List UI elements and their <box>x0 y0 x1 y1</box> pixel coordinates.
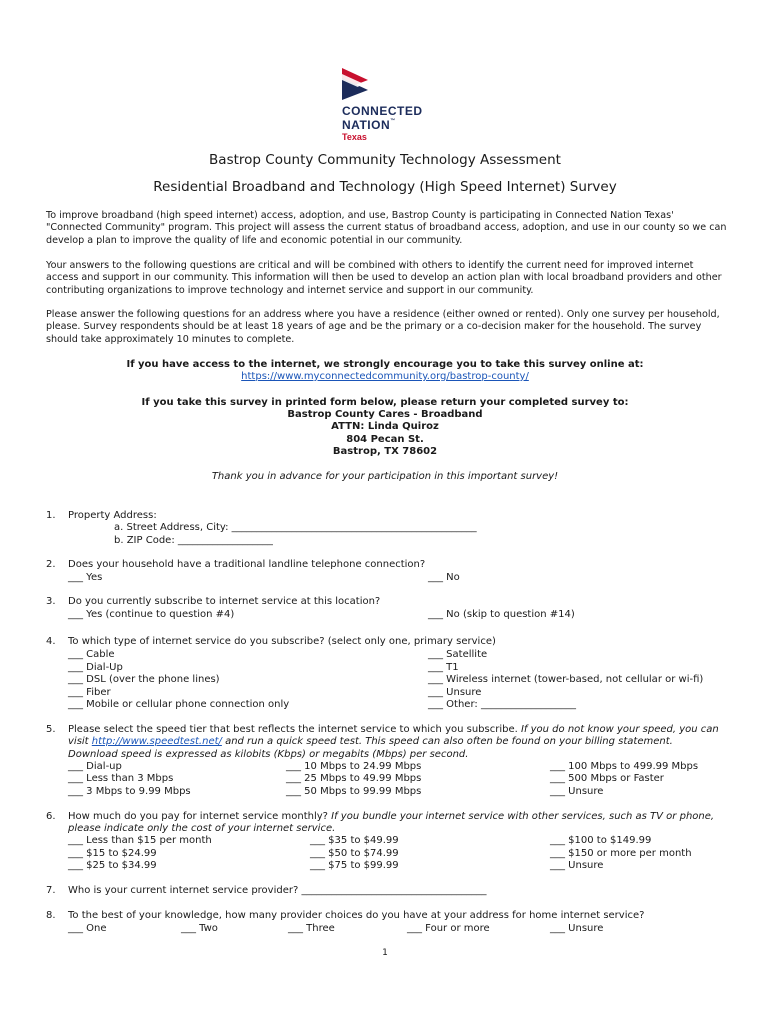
logo-wordmark-line2: NATION™ <box>342 118 396 132</box>
q5-option[interactable]: ___ 3 Mbps to 9.99 Mbps <box>68 786 191 797</box>
q4-option[interactable]: ___ T1 <box>428 662 459 673</box>
q7-number: 7. <box>46 885 56 896</box>
q8-option[interactable]: ___ Unsure <box>550 923 604 934</box>
speedtest-link[interactable]: http://www.speedtest.net/ <box>91 736 222 747</box>
page-subtitle: Residential Broadband and Technology (High Speed Internet) Survey <box>153 179 617 195</box>
q3-text: Do you currently subscribe to internet service at this location? <box>68 596 381 607</box>
survey-url-link[interactable]: https://www.myconnectedcommunity.org/bastrop-county/ <box>241 371 529 382</box>
q6-option[interactable]: ___ Unsure <box>550 860 604 871</box>
q4-number: 4. <box>46 636 56 647</box>
mail-heading: If you take this survey in printed form below, please return your completed survey to: <box>141 397 629 408</box>
q6-option[interactable]: ___ $15 to $24.99 <box>68 848 157 859</box>
q5-option[interactable]: ___ 50 Mbps to 99.99 Mbps <box>286 786 422 797</box>
q4-option[interactable]: ___ Dial-Up <box>68 662 123 673</box>
q1-zip-field[interactable]: b. ZIP Code: ___________________ <box>114 535 273 546</box>
page-number: 1 <box>382 948 388 958</box>
q6-option[interactable]: ___ $25 to $34.99 <box>68 860 157 871</box>
q4-option[interactable]: ___ Satellite <box>428 649 488 660</box>
q1-text: Property Address: <box>68 510 157 521</box>
q8-option[interactable]: ___ Two <box>181 923 218 934</box>
q4-option-other[interactable]: ___ Other: ___________________ <box>428 699 576 710</box>
q8-option[interactable]: ___ Three <box>288 923 335 934</box>
q6-number: 6. <box>46 811 56 822</box>
q4-option[interactable]: ___ Cable <box>68 649 115 660</box>
q5-option[interactable]: ___ Dial-up <box>68 761 122 772</box>
q4-option[interactable]: ___ Unsure <box>428 687 482 698</box>
q5-text-line3: Download speed is expressed as kilobits (Kbps) or megabits (Mbps) per second. <box>68 749 469 760</box>
thank-you-note: Thank you in advance for your participation in this important survey! <box>211 471 559 482</box>
intro-paragraph-3: Please answer the following questions for an address where you have a residence (either owned or rented). Only one survey per household, please. Survey respondents should be at least 18 years of age and be the primary or a co-decision maker for the household. The survey should take approximately 10 minutes to complete. <box>46 309 720 345</box>
q6-option[interactable]: ___ Less than $15 per month <box>68 835 212 846</box>
q5-option[interactable]: ___ 100 Mbps to 499.99 Mbps <box>550 761 699 772</box>
q8-option[interactable]: ___ Four or more <box>407 923 490 934</box>
q6-text-line2: please indicate only the cost of your internet service. <box>68 823 336 834</box>
q4-text: To which type of internet service do you subscribe? (select only one, primary service) <box>68 636 496 647</box>
q2-option-no[interactable]: ___ No <box>428 572 460 583</box>
q6-text: How much do you pay for internet service monthly? If you bundle your internet service with other services, such as TV or phone, <box>68 811 715 822</box>
online-url-wrap <box>0 371 770 384</box>
q3-option-yes[interactable]: ___ Yes (continue to question #4) <box>68 609 235 620</box>
q3-option-no[interactable]: ___ No (skip to question #14) <box>428 609 575 620</box>
mail-line-4: Bastrop, TX 78602 <box>332 446 438 457</box>
q5-text-line2: visit http://www.speedtest.net/ and run a quick speed test. This speed can also often be found on your billing statement. <box>68 736 673 747</box>
q7-provider-field[interactable]: Who is your current internet service provider? _____________________________________ <box>68 885 487 896</box>
page-title: Bastrop County Community Technology Assessment <box>209 152 561 168</box>
q5-option[interactable]: ___ Less than 3 Mbps <box>68 773 174 784</box>
q4-option[interactable]: ___ Wireless internet (tower-based, not cellular or wi-fi) <box>428 674 704 685</box>
flag-chevron-icon <box>342 68 382 104</box>
q4-option[interactable]: ___ DSL (over the phone lines) <box>68 674 220 685</box>
q5-option[interactable]: ___ 10 Mbps to 24.99 Mbps <box>286 761 422 772</box>
q5-option[interactable]: ___ 25 Mbps to 49.99 Mbps <box>286 773 422 784</box>
mail-line-1: Bastrop County Cares - Broadband <box>287 409 483 420</box>
q2-number: 2. <box>46 559 56 570</box>
q6-option[interactable]: ___ $35 to $49.99 <box>310 835 399 846</box>
q3-number: 3. <box>46 596 56 607</box>
q2-option-yes[interactable]: ___ Yes <box>68 572 103 583</box>
q8-option[interactable]: ___ One <box>68 923 107 934</box>
q2-text: Does your household have a traditional landline telephone connection? <box>68 559 426 570</box>
q1-number: 1. <box>46 510 56 521</box>
q4-option[interactable]: ___ Mobile or cellular phone connection only <box>68 699 290 710</box>
q4-option[interactable]: ___ Fiber <box>68 687 111 698</box>
q5-option[interactable]: ___ 500 Mbps or Faster <box>550 773 664 784</box>
online-heading: If you have access to the internet, we strongly encourage you to take this survey online at: <box>126 359 644 370</box>
q6-option[interactable]: ___ $150 or more per month <box>550 848 692 859</box>
mail-line-2: ATTN: Linda Quiroz <box>331 421 439 432</box>
q6-option[interactable]: ___ $75 to $99.99 <box>310 860 399 871</box>
q8-text: To the best of your knowledge, how many provider choices do you have at your address for home internet service? <box>68 910 645 921</box>
q1-street-address-field[interactable]: a. Street Address, City: _________________________________________________ <box>114 522 477 533</box>
q5-number: 5. <box>46 724 56 735</box>
logo-wordmark-line1: CONNECTED <box>342 104 423 118</box>
q6-option[interactable]: ___ $50 to $74.99 <box>310 848 399 859</box>
q6-option[interactable]: ___ $100 to $149.99 <box>550 835 652 846</box>
logo-wordmark-state: Texas <box>342 132 367 142</box>
intro-paragraph-2: Your answers to the following questions are critical and will be combined with others to identify the current need for improved internet access and support in our community. This information will then be used to develop an action plan with local broadband providers and other contributing organizations to improve technology and internet service and support in our community. <box>46 260 722 296</box>
q5-option[interactable]: ___ Unsure <box>550 786 604 797</box>
q8-number: 8. <box>46 910 56 921</box>
q5-text: Please select the speed tier that best reflects the internet service to which you subscribe. If you do not know your speed, you can <box>68 724 719 735</box>
intro-paragraph-1: To improve broadband (high speed internet) access, adoption, and use, Bastrop County is participating in Connected Nation Texas' "Connected Community" program. This project will assess the current status of broadband access, adoption, and use in our county so we can develop a plan to improve the quality of life and economic potential in our community. <box>46 210 727 246</box>
mail-line-3: 804 Pecan St. <box>346 434 424 445</box>
